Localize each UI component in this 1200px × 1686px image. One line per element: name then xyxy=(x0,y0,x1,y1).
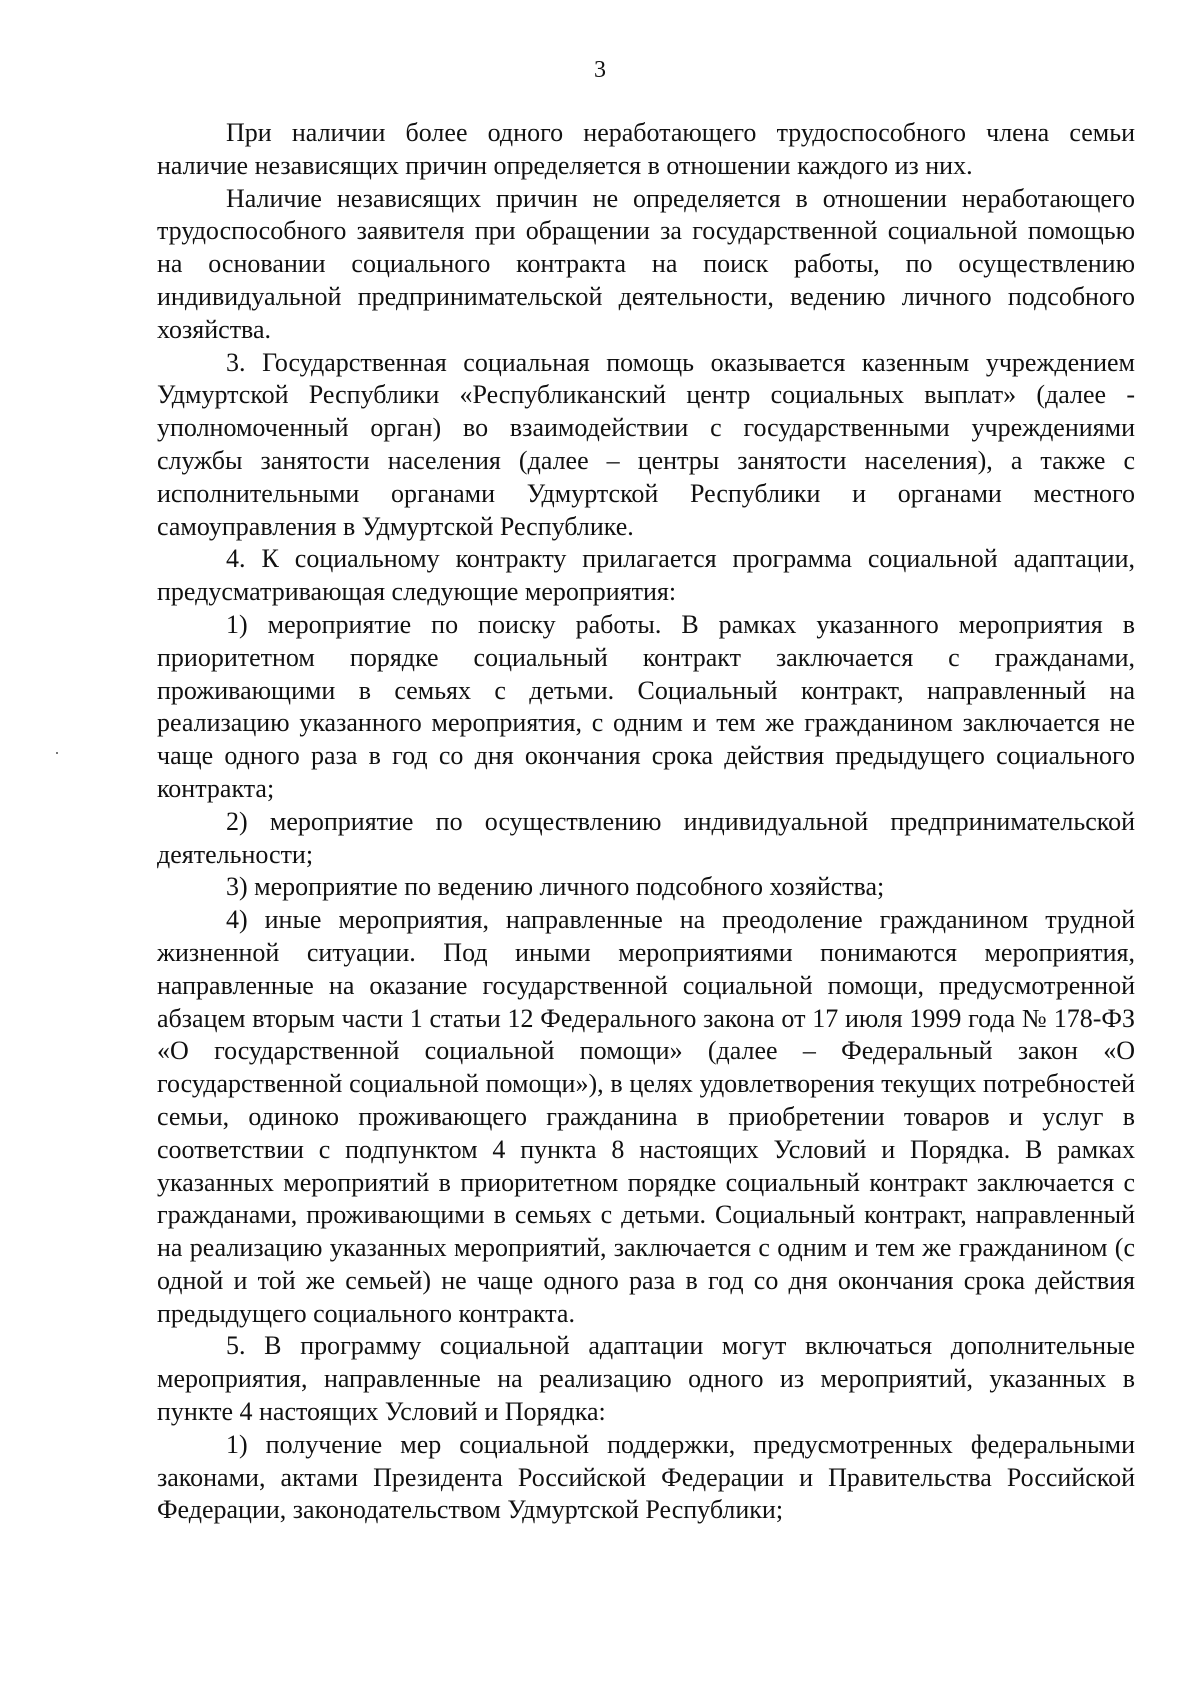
page-number: 3 xyxy=(594,57,606,83)
paragraph: При наличии более одного неработающего трудоспособного члена семьи наличие независящих причин определяется в отношении каждого из них. xyxy=(157,118,1135,180)
document-body xyxy=(157,117,1135,1527)
paragraph: 5. В программу социальной адаптации могут включаться дополнительные мероприятия, направленные на реализацию одного из мероприятий, указанных в пункте 4 настоящих Условий и Порядка: xyxy=(157,1331,1135,1427)
paragraph: 4) иные мероприятия, направленные на преодоление гражданином трудной жизненной ситуации. Под иными мероприятиями понимаются мероприятия, направленные на оказание государственной социальной помощи, предусмотренной абзацем вторым части 1 статьи 12 Федерального закона от 17 июля 1999 года № 178-ФЗ «О государственной социальной помощи» (далее – Федеральный закон «О государственной социальной помощи»), в целях удовлетворения текущих потребностей семьи, одиноко проживающего гражданина в приобретении товаров и услуг в соответствии с подпунктом 4 пункта 8 настоящих Условий и Порядка. В рамках указанных мероприятий в приоритетном порядке социальный контракт заключается с гражданами, проживающими в семьях с детьми. Социальный контракт, направленный на реализацию указанных мероприятий, заключается с одним и тем же гражданином (с одной и той же семьей) не чаще одного раза в год со дня окончания срока действия предыдущего социального контракта. xyxy=(157,905,1135,1328)
paragraph: 2) мероприятие по осуществлению индивидуальной предпринимательской деятельности; xyxy=(157,806,1135,869)
paragraph: Наличие независящих причин не определяется в отношении неработающего трудоспособного заявителя при обращении за государственной социальной помощью на основании социального контракта на поиск работы, по осуществлению индивидуальной предпринимательской деятельности, ведению личного подсобного хозяйства. xyxy=(157,183,1135,344)
paragraph: 1) мероприятие по поиску работы. В рамках указанного мероприятия в приоритетном порядке социальный контракт заключается с гражданами, проживающими в семьях с детьми. Социальный контракт, направленный на реализацию указанного мероприятия, с одним и тем же гражданином заключается не чаще одного раза в год со дня окончания срока действия предыдущего социального контракта; xyxy=(157,609,1135,803)
scan-dot xyxy=(56,752,58,754)
paragraph: 3) мероприятие по ведению личного подсобного хозяйства; xyxy=(226,872,885,902)
paragraph: 4. К социальному контракту прилагается программа социальной адаптации, предусматривающая следующие мероприятия: xyxy=(157,544,1135,607)
paragraph: 1) получение мер социальной поддержки, предусмотренных федеральными законами, актами Президента Российской Федерации и Правительства Российской Федерации, законодательством Удмуртской Республики; xyxy=(157,1429,1135,1525)
paragraph: 3. Государственная социальная помощь оказывается казенным учреждением Удмуртской Республики «Республиканский центр социальных выплат» (далее - уполномоченный орган) во взаимодействии с государственными учреждениями службы занятости населения (далее – центры занятости населения), а также с исполнительными органами Удмуртской Республики и органами местного самоуправления в Удмуртской Республике. xyxy=(157,347,1135,541)
